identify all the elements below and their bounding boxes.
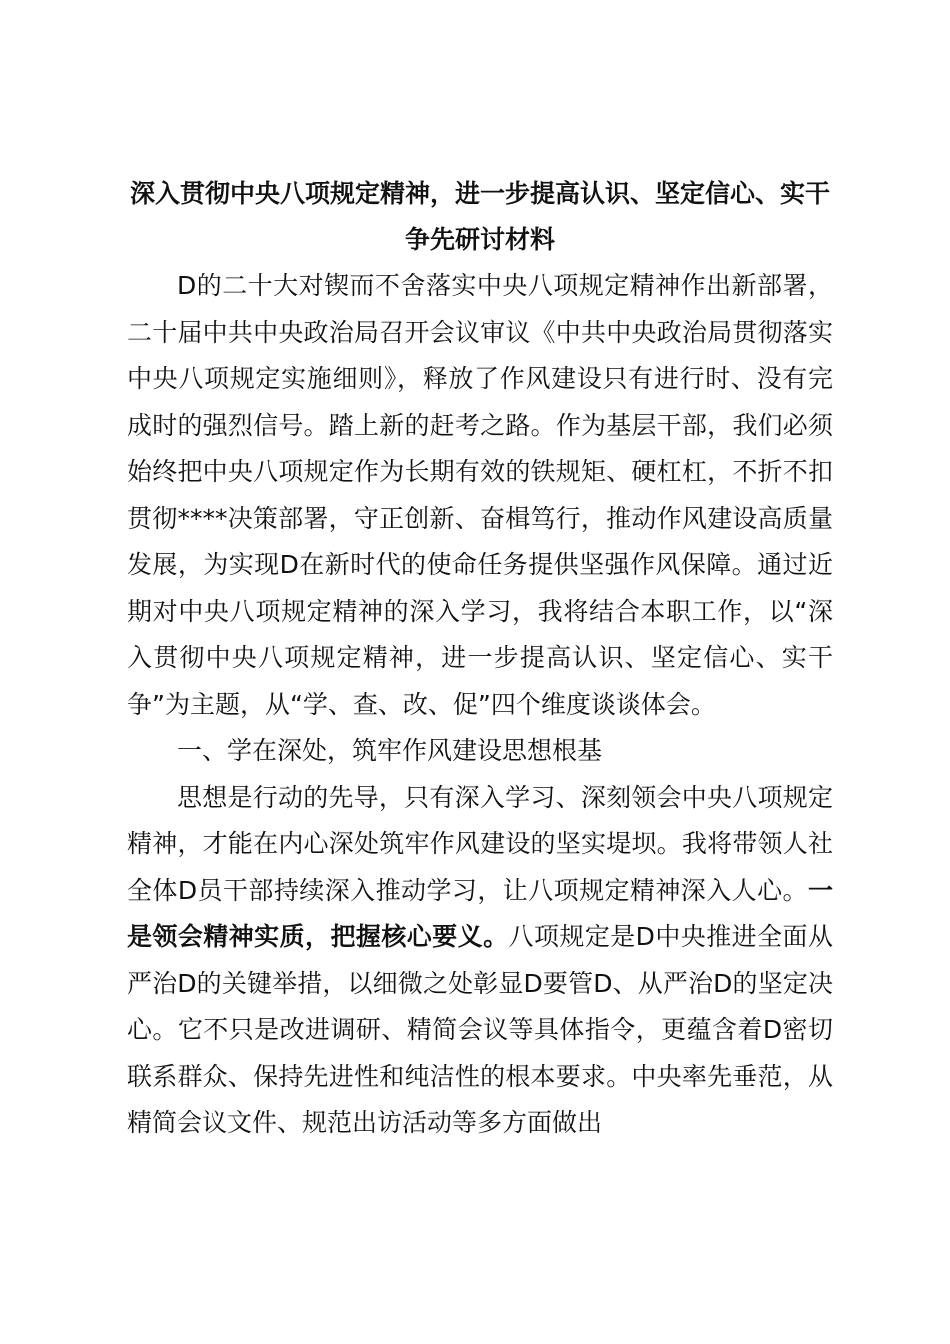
section-1-heading: 一、学在深处，筑牢作风建设思想根基 xyxy=(177,736,603,765)
section-1-paragraph-start: 思想是行动的先导，只有深入学习、深刻领会中央八项规定精神，才能在内心深处筑牢作风建设的坚实堤坝。我将带领人社全体D员干部持续深入推动学习，让八项规定精神深入人心。 xyxy=(127,782,833,905)
document-title: 深入贯彻中央八项规定精神，进一步提高认识、坚定信心、实干争先研讨材料 xyxy=(129,179,830,254)
section-1-bold-point: 一是领会精神实质，把握核心要义。 xyxy=(127,875,833,951)
intro-paragraph: D的二十大对锲而不舍落实中央八项规定精神作出新部署，二十届中共中央政治局召开会议审议《中共中央政治局贯彻落实中央八项规定实施细则》，释放了作风建设只有进行时、没有完成时的强烈信号。踏上新的赶考之路。作为基层干部，我们必须始终把中央八项规定作为长期有效的铁规矩、硬杠杠，不折不扣贯彻****决策部署，守正创新、奋楫笃行，推动作风建设高质量发展，为实现D在新时代的使命任务提供坚强作风保障。通过近期对中央八项规定精神的深入学习，我将结合本职工作，以“深入贯彻中央八项规定精神，进一步提高认识、坚定信心、实干争”为主题，从“学、查、改、促”四个维度谈谈体会。 xyxy=(127,271,833,719)
section-1-paragraph xyxy=(127,775,833,1147)
section-1-paragraph-rest: 八项规定是D中央推进全面从严治D的关键举措，以细微之处彰显D要管D、从严治D的坚定决心。它不只是改进调研、精简会议等具体指令，更蕴含着D密切联系群众、保持先进性和纯洁性的根本要求。中央率先垂范，从精简会议文件、规范出访活动等多方面做出 xyxy=(127,922,833,1137)
document-body xyxy=(127,171,833,1147)
